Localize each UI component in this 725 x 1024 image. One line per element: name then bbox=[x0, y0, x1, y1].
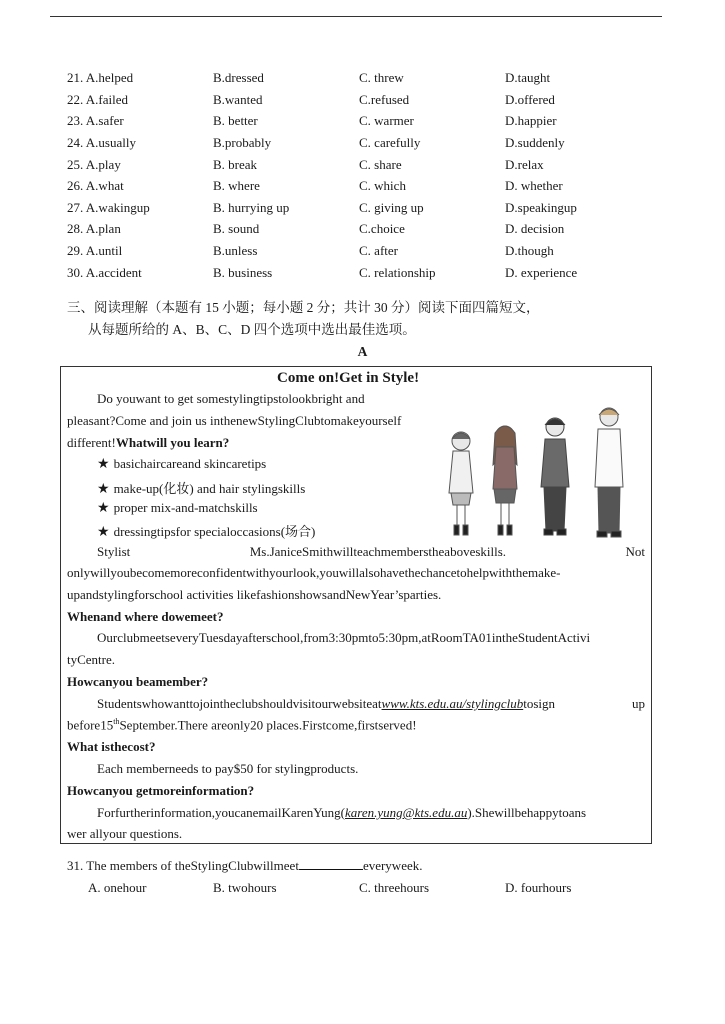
more-text-pre: Forfurtherinformation,youcanemailKarenYung( bbox=[97, 805, 346, 820]
question-option-c: C. threehours bbox=[359, 880, 430, 895]
option-c: C. warmer bbox=[359, 113, 414, 128]
answer-blank bbox=[299, 858, 363, 870]
option-c: C. after bbox=[359, 243, 398, 258]
list-item bbox=[97, 456, 266, 473]
list-item bbox=[97, 500, 258, 517]
option-b: B.dressed bbox=[213, 70, 264, 85]
question-31-stem bbox=[67, 858, 423, 874]
option-d: D. whether bbox=[505, 178, 563, 193]
option-d: D.happier bbox=[505, 113, 557, 128]
intro-text: different! bbox=[67, 435, 116, 450]
option-row-29 bbox=[67, 243, 667, 263]
member-text bbox=[97, 696, 555, 712]
heading-more-info: Howcanyou getmoreinformation? bbox=[67, 783, 255, 798]
when-line-1: OurclubmeetseveryTuesdayafterschool,from3:30pmto5:30pm,atRoomTA01intheStudentActivi bbox=[97, 630, 591, 645]
member-line-1 bbox=[97, 696, 645, 712]
option-row-25 bbox=[67, 157, 667, 177]
question-text: 31. The members of theStylingClubwillmeet bbox=[67, 858, 299, 873]
question-option-d: D. fourhours bbox=[505, 880, 572, 895]
option-c: C. share bbox=[359, 157, 402, 172]
students-illustration bbox=[439, 401, 643, 543]
stylist-line-1 bbox=[97, 544, 645, 560]
email-link[interactable]: karen.yung@kts.edu.au bbox=[345, 805, 468, 820]
list-item-text: dressingtipsfor specialoccasions(场合) bbox=[113, 524, 316, 539]
option-d: D.taught bbox=[505, 70, 551, 85]
option-b: B. hurrying up bbox=[213, 200, 290, 215]
stylist-line-3: upandstylingforschool activities likefashionshowsandNewYear’sparties. bbox=[67, 587, 442, 602]
option-b: B.wanted bbox=[213, 92, 263, 107]
intro-line-3 bbox=[67, 435, 229, 451]
option-b: B. business bbox=[213, 265, 273, 280]
star-icon: ★ bbox=[97, 501, 110, 516]
option-a: 26. A.what bbox=[67, 178, 124, 193]
option-d: D.suddenly bbox=[505, 135, 565, 150]
passage-label: A bbox=[357, 344, 368, 359]
list-item-text: proper mix-and-matchskills bbox=[113, 500, 258, 515]
option-c: C. giving up bbox=[359, 200, 424, 215]
more-line-2: wer allyour questions. bbox=[67, 826, 183, 841]
when-line-2: tyCentre. bbox=[67, 652, 116, 667]
option-row-21 bbox=[67, 70, 667, 90]
option-row-28 bbox=[67, 221, 667, 241]
option-d: D.though bbox=[505, 243, 554, 258]
heading-member: Howcanyou beamember? bbox=[67, 674, 209, 689]
option-b: B.probably bbox=[213, 135, 272, 150]
option-a: 27. A.wakingup bbox=[67, 200, 150, 215]
question-option-b: B. twohours bbox=[213, 880, 277, 895]
more-line-1 bbox=[97, 805, 586, 821]
star-icon: ★ bbox=[97, 525, 110, 540]
option-a: 29. A.until bbox=[67, 243, 123, 258]
star-icon: ★ bbox=[97, 457, 110, 472]
heading-cost: What isthecost? bbox=[67, 739, 156, 754]
option-d: D. experience bbox=[505, 265, 578, 280]
section-instructions: 从每题所给的 A、B、C、D 四个选项中选出最佳选项。 bbox=[88, 322, 416, 337]
list-item-text: make-up(化妆) and hair stylingskills bbox=[113, 481, 306, 496]
question-option-a: A. onehour bbox=[88, 880, 147, 895]
heading-when-where: Whenand where dowemeet? bbox=[67, 609, 224, 624]
header-rule bbox=[50, 16, 662, 17]
option-d: D.relax bbox=[505, 157, 544, 172]
option-b: B. where bbox=[213, 178, 260, 193]
member-text-pre: Studentswhowanttojointheclubshouldvisitourwebsiteat bbox=[97, 696, 382, 711]
website-link[interactable]: www.kts.edu.au/stylingclub bbox=[381, 696, 524, 711]
option-c: C.choice bbox=[359, 221, 405, 236]
star-icon: ★ bbox=[97, 482, 110, 497]
more-text-post: ).Shewillbehappytoans bbox=[467, 805, 587, 820]
question-31-options bbox=[88, 880, 668, 900]
heading-what-learn: Whatwill you learn? bbox=[115, 435, 230, 450]
option-a: 30. A.accident bbox=[67, 265, 142, 280]
option-b: B.unless bbox=[213, 243, 258, 258]
option-row-23 bbox=[67, 113, 667, 133]
stylist-line-2: onlywillyoubecomemoreconfidentwithyourlook,youwillalsohavethechancetohelpwiththemake- bbox=[67, 565, 561, 580]
list-item bbox=[97, 478, 305, 498]
member-text-post: September.There areonly20 places.Firstcome,firstserved! bbox=[119, 717, 417, 733]
option-b: B. better bbox=[213, 113, 258, 128]
option-a: 21. A.helped bbox=[67, 70, 134, 85]
section-heading: 三、阅读理解（本题有 15 小题；每小题 2 分；共计 30 分）阅读下面四篇短文， bbox=[67, 300, 540, 315]
word: Stylist bbox=[97, 544, 131, 559]
word: up bbox=[632, 696, 645, 711]
member-text-pre: before15 bbox=[67, 717, 114, 733]
question-text: everyweek. bbox=[362, 858, 423, 873]
option-a: 28. A.plan bbox=[67, 221, 121, 236]
option-row-27 bbox=[67, 200, 667, 220]
option-d: D.offered bbox=[505, 92, 555, 107]
word: Ms.JaniceSmithwillteachmemberstheaboveskills. bbox=[249, 544, 507, 559]
option-row-24 bbox=[67, 135, 667, 155]
option-row-22 bbox=[67, 92, 667, 112]
option-c: C. relationship bbox=[359, 265, 436, 280]
intro-line-2: pleasant?Come and join us inthenewStylingClubtomakeyourself bbox=[67, 413, 402, 428]
word: Not bbox=[625, 544, 645, 559]
option-d: D.speakingup bbox=[505, 200, 577, 215]
option-a: 23. A.safer bbox=[67, 113, 124, 128]
option-a: 25. A.play bbox=[67, 157, 121, 172]
option-row-26 bbox=[67, 178, 667, 198]
option-a: 24. A.usually bbox=[67, 135, 136, 150]
option-b: B. break bbox=[213, 157, 258, 172]
intro-line-1: Do youwant to get somestylingtipstolookbright and bbox=[97, 391, 365, 406]
member-line-2 bbox=[67, 717, 417, 733]
option-b: B. sound bbox=[213, 221, 260, 236]
ordinal-suffix: th bbox=[113, 717, 120, 726]
option-d: D. decision bbox=[505, 221, 565, 236]
list-item bbox=[97, 521, 315, 541]
option-c: C.refused bbox=[359, 92, 410, 107]
passage-title: Come on!Get in Style! bbox=[277, 370, 420, 386]
option-row-30 bbox=[67, 265, 667, 285]
option-c: C. which bbox=[359, 178, 406, 193]
cost-line: Each memberneeds to pay$50 for stylingproducts. bbox=[97, 761, 359, 776]
option-a: 22. A.failed bbox=[67, 92, 129, 107]
list-item-text: basichaircareand skincaretips bbox=[113, 456, 267, 471]
member-text-post: tosign bbox=[523, 696, 555, 711]
option-c: C. carefully bbox=[359, 135, 421, 150]
option-c: C. threw bbox=[359, 70, 404, 85]
passage-box bbox=[60, 366, 652, 844]
